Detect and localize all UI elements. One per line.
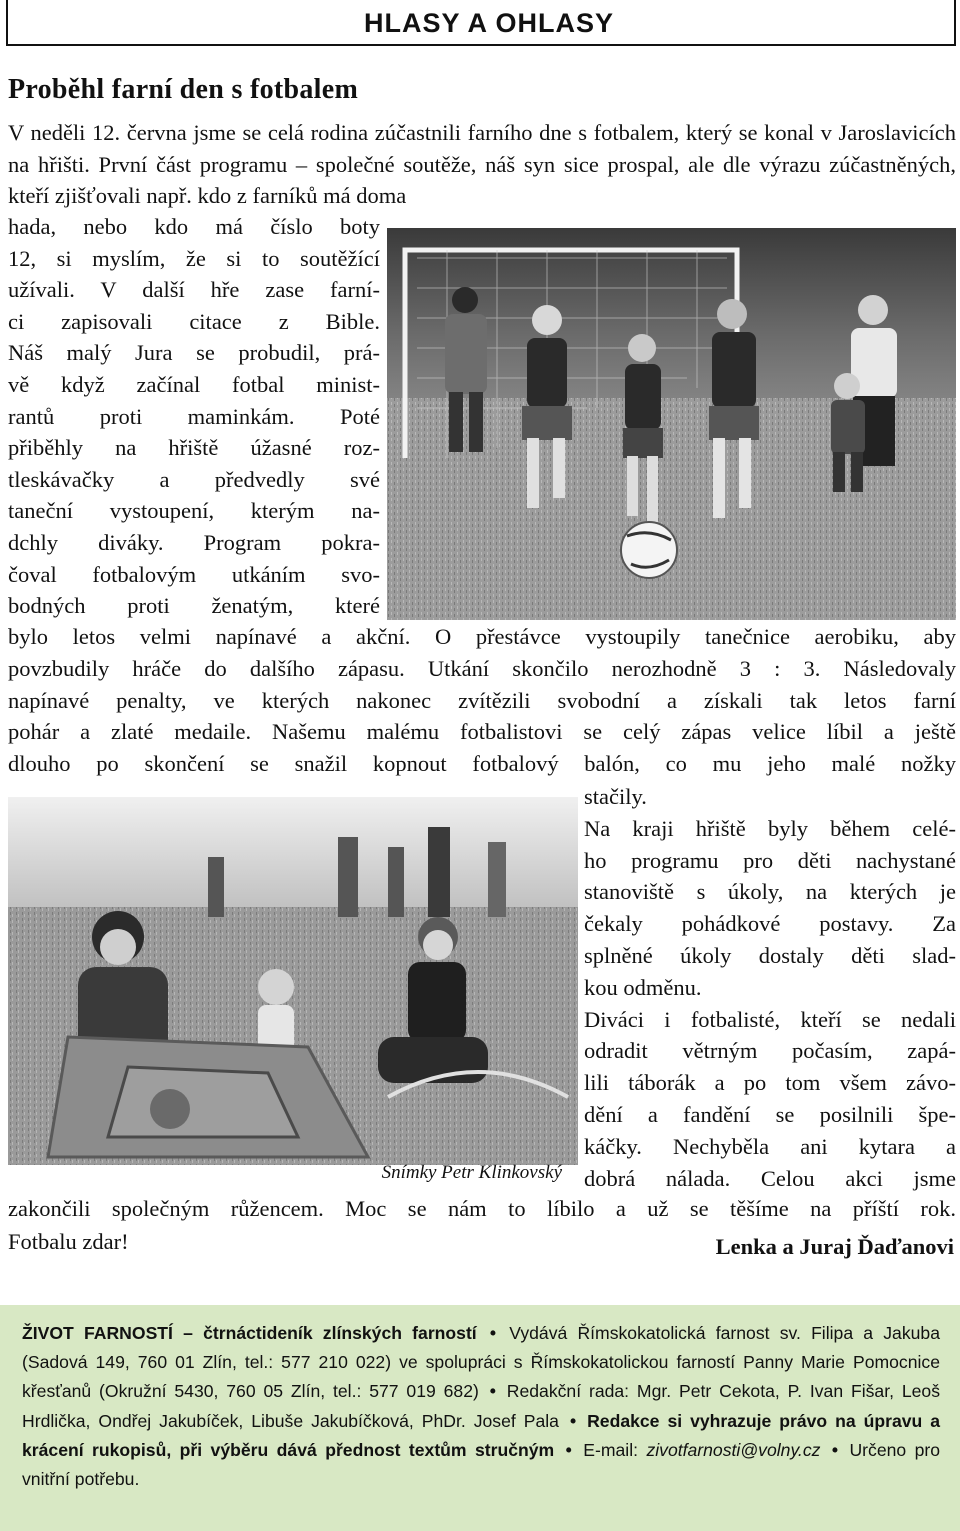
bullet-icon: •: [489, 1323, 497, 1343]
text-line: ho programu pro děti nachystané: [584, 847, 956, 873]
text-line: Diváci i fotbalisté, kteří se nedali: [584, 1006, 956, 1032]
text-line: dchly diváky. Program pokra-: [8, 530, 380, 555]
section-header: [6, 0, 956, 46]
footer-editorial-board: Redakční rada: Mgr. Petr Cekota, P. Ivan Fišar, Leoš Hrdlička, Ondřej Jakubíček, Libuše Jakubíčková, PhDr. Josef Pala: [22, 1381, 940, 1431]
footer-email-link[interactable]: zivotfarnosti@volny.cz: [646, 1439, 821, 1460]
footer-rights-notice: Redakce si vyhrazuje právo na úpravu a krácení rukopisů, při výběru dává přednost textům stručným: [22, 1410, 941, 1460]
bullet-icon: •: [569, 1410, 577, 1431]
publication-footer: [0, 1305, 960, 1531]
text-line: stanoviště s úkoly, na kterých je: [584, 879, 956, 905]
footer-publisher: Vydává Římskokatolická farnost sv. Filipa a Jakuba (Sadová 149, 760 01 Zlín, tel.: 577 210 022) ve spolupráci s Římskokatolickou farností Panny Marie Pomocnice křesťanů (Okružní 5430, 760 05 Zlín, tel.: 577 019 682): [22, 1323, 940, 1402]
text-line: ci zapisovali citace z Bible.: [8, 308, 380, 334]
text-line: zakončili společným růžencem. Moc se nám to líbilo a už se těšíme na příští rok.: [8, 1196, 956, 1221]
childrens-station-photo: [8, 797, 578, 1165]
text-line: napínavé penalty, ve kterých nakonec zvítězili svobodní a získali tak letos farní: [8, 687, 956, 713]
text-line: Fotbalu zdar!: [8, 1229, 129, 1254]
text-line: čekaly pohádkové postavy. Za: [584, 911, 956, 937]
text-line: vě když začínal fotbal minist-: [8, 372, 380, 397]
football-match-photo: [387, 228, 956, 620]
text-line: lili táborák a po tom všem závo-: [584, 1070, 956, 1096]
text-line: káčky. Nechyběla ani kytara a: [584, 1133, 956, 1159]
text-line: Na kraji hřiště byly během celé-: [584, 815, 956, 841]
article-intro-paragraph: V neděli 12. června jsme se celá rodina zúčastnili farního dne s fotbalem, který se konal v Jaroslavicích na hřišti. První část programu – společné soutěže, náš syn sice prospal, ale dle výrazu zúčastněných, kteří zjišťovali např. kdo z farníků má doma: [8, 120, 956, 209]
text-line: pohár a zlaté medaile. Našemu malému fotbalistovi se celý zápas velice líbil a ještě: [8, 719, 956, 745]
text-line: Náš malý Jura se probudil, prá-: [8, 340, 380, 366]
text-line: 12, si myslím, že si to soutěžící: [8, 245, 380, 271]
text-line: stačily.: [584, 784, 647, 809]
photo-caption: Snímky Petr Klinkovský: [381, 1162, 562, 1183]
text-line: rantů proti maminkám. Poté: [8, 403, 380, 429]
text-line: odradit větrným počasím, zapá-: [584, 1038, 956, 1064]
bullet-icon: •: [565, 1439, 572, 1460]
text-line: kou odměnu.: [584, 974, 702, 1000]
text-line: taneční vystoupení, kterým na-: [8, 498, 380, 524]
footer-publication-title: ŽIVOT FARNOSTÍ – čtrnáctideník zlínských farností: [22, 1323, 477, 1343]
text-line: čoval fotbalovým utkáním svo-: [8, 561, 380, 587]
text-line: užívali. V další hře zase farní-: [8, 277, 380, 303]
bullet-icon: •: [831, 1439, 839, 1460]
footer-internal-note: Určeno pro vnitřní potřebu.: [22, 1439, 941, 1490]
text-line: hada, nebo kdo má číslo boty: [8, 214, 380, 239]
section-title: HLASY A OHLASY: [363, 8, 614, 38]
footer-email-label: E-mail:: [583, 1439, 638, 1460]
text-line: povzbudily hráče do dalšího zápasu. Utkání skončilo nerozhodně 3 : 3. Následovaly: [8, 655, 956, 681]
article-signature: Lenka a Juraj Ďaďanovi: [715, 1234, 954, 1259]
text-line: dlouho po skončení se snažil kopnout fotbalový balón, co mu jeho malé nožky: [8, 751, 956, 777]
text-line: dění a fandění se posilnili špe-: [584, 1102, 956, 1127]
bullet-icon: •: [489, 1381, 496, 1402]
text-line: splněné úkoly dostaly děti slad-: [584, 943, 956, 968]
text-line: tleskávačky a předvedly své: [8, 466, 380, 492]
text-line: dobrá nálada. Celou akci jsme: [584, 1165, 956, 1191]
text-line: bylo letos velmi napínavé a akční. O přestávce vystoupily tanečnice aerobiku, aby: [8, 624, 956, 649]
article-title: Proběhl farní den s fotbalem: [8, 74, 359, 105]
text-line: bodných proti ženatým, které: [8, 593, 380, 619]
text-line: přiběhly na hřiště úžasné roz-: [8, 435, 380, 461]
